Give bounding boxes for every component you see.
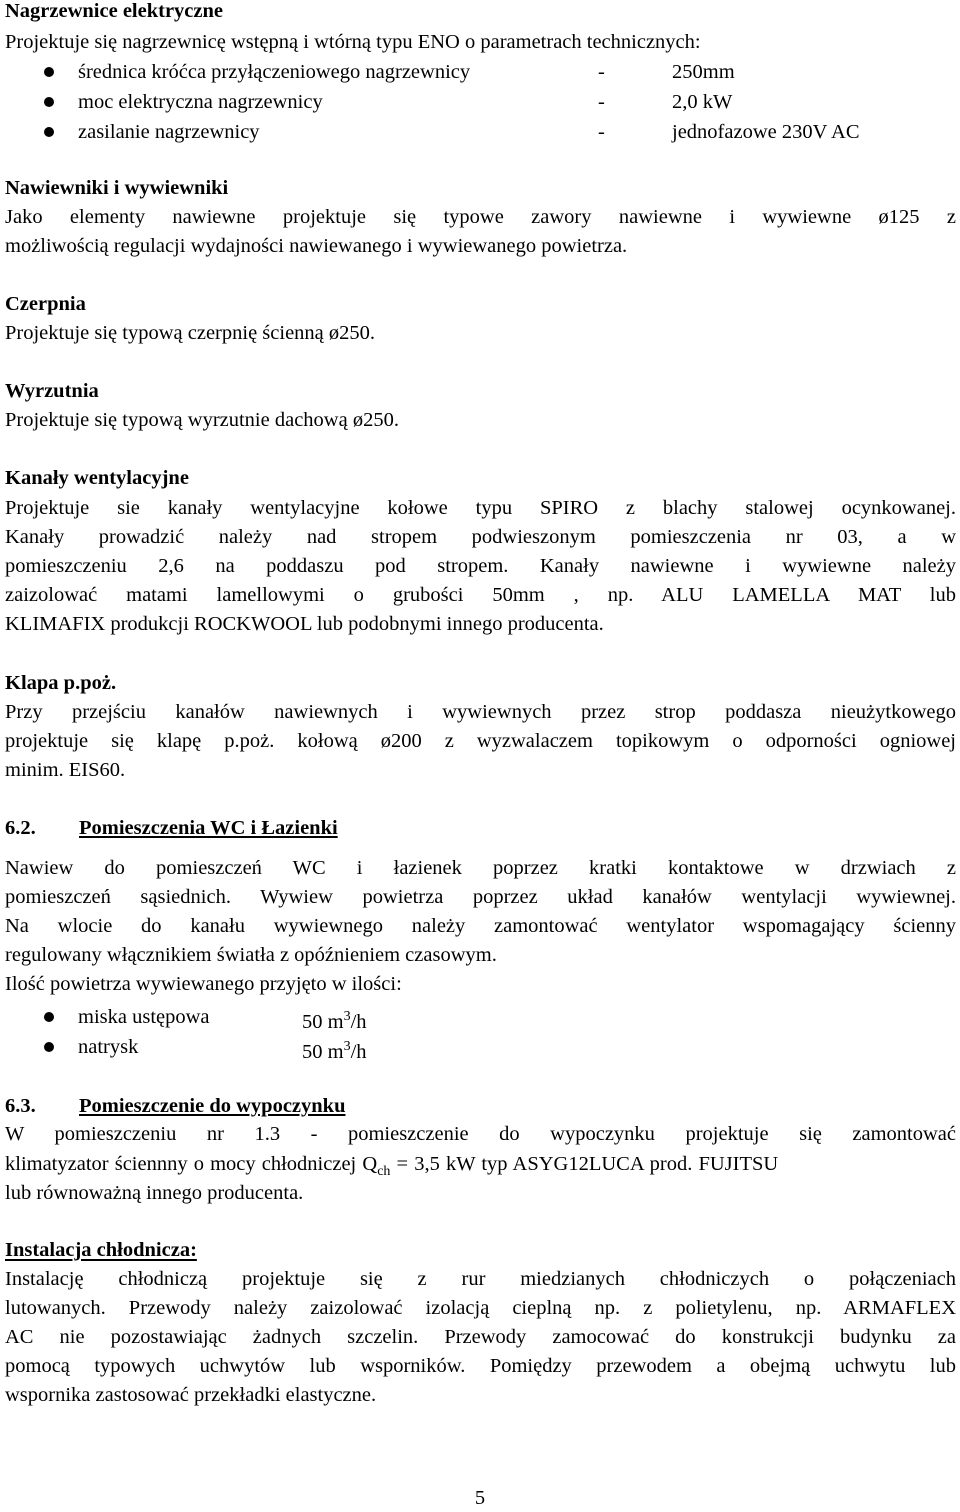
damper-heading: Klapa p.poż. — [5, 672, 117, 694]
vents-line-1: Jako elementy nawiewne projektuje się typowe zawory nawiewne i wywiewne ø125 z — [5, 206, 956, 228]
section-6-2-title: Pomieszczenia WC i Łazienki — [79, 817, 338, 839]
ducts-line-3: pomieszczeniu 2,6 na poddaszu pod stropem. Kanały nawiewne i wywiewne należy — [5, 555, 956, 577]
param-separator: - — [598, 121, 605, 143]
section-6-3-title: Pomieszczenie do wypoczynku — [79, 1095, 346, 1117]
rest-line-3: lub równoważną innego producenta. — [5, 1182, 304, 1204]
airflow-value: 50 $m^3/h$ — [302, 1039, 367, 1063]
wc-line-1: Nawiew do pomieszczeń WC i łazienek poprzez kratki kontaktowe w drzwiach z — [5, 857, 956, 879]
intake-text: Projektuje się typową czerpnię ścienną ø250. — [5, 322, 376, 344]
bullet-icon — [44, 1042, 54, 1052]
heaters-heading: Nagrzewnice elektryczne — [5, 0, 223, 22]
airflow-label: miska ustępowa — [78, 1006, 210, 1028]
exhaust-text: Projektuje się typową wyrzutnie dachową ø250. — [5, 409, 399, 431]
exhaust-heading: Wyrzutnia — [5, 380, 99, 402]
damper-line-1: Przy przejściu kanałów nawiewnych i wywiewnych przez strop poddasza nieużytkowego — [5, 701, 956, 723]
bullet-icon — [44, 1012, 54, 1022]
damper-line-2: projektuje się klapę p.poż. kołową ø200 z wyzwalaczem topikowym o odporności ogniowej — [5, 730, 956, 752]
damper-line-3: minim. EIS60. — [5, 759, 126, 781]
section-6-3-number: 6.3. — [5, 1095, 36, 1117]
wc-line-2: pomieszczeń sąsiednich. Wywiew powietrza poprzez układ kanałów wentylacji wywiewnej. — [5, 886, 956, 908]
page-number: 5 — [474, 1487, 486, 1509]
ducts-heading: Kanały wentylacyjne — [5, 467, 189, 489]
cooling-line-3: AC nie pozostawiając żadnych szczelin. Przewody zamocować do konstrukcji budynku za — [5, 1326, 956, 1348]
bullet-icon — [44, 127, 54, 137]
wc-airflow-intro: Ilość powietrza wywiewanego przyjęto w ilości: — [5, 973, 402, 995]
airflow-label: natrysk — [78, 1036, 139, 1058]
param-label: zasilanie nagrzewnicy — [78, 121, 260, 143]
param-value: 2,0 kW — [672, 91, 733, 113]
cooling-heading: Instalacja chłodnicza: — [5, 1239, 197, 1261]
param-label: średnica króćca przyłączeniowego nagrzewnicy — [78, 61, 471, 83]
wc-line-3: Na wlocie do kanału wywiewnego należy zamontować wentylator wspomagający ścienny — [5, 915, 956, 937]
param-value: 250mm — [672, 61, 735, 83]
ducts-line-4: zaizolować matami lamellowymi o grubości 50mm , np. ALU LAMELLA MAT lub — [5, 584, 956, 606]
cooling-line-4: pomocą typowych uchwytów lub wsporników. Pomiędzy przewodem a obejmą uchwytu lub — [5, 1355, 956, 1377]
ducts-line-2: Kanały prowadzić należy nad stropem podwieszonym pomieszczenia nr 03, a w — [5, 526, 956, 548]
param-value: jednofazowe 230V AC — [672, 121, 860, 143]
ducts-line-5: KLIMAFIX produkcji ROCKWOOL lub podobnymi innego producenta. — [5, 613, 604, 635]
rest-line-2: klimatyzator ściennny o mocy chłodniczej $Q_{ch} = 3,5$ kW typ ASYG12LUCA prod. FUJITSU — [5, 1153, 779, 1179]
bullet-icon — [44, 97, 54, 107]
param-separator: - — [598, 61, 605, 83]
vents-heading: Nawiewniki i wywiewniki — [5, 177, 229, 199]
param-separator: - — [598, 91, 605, 113]
cooling-line-5: wspornika zastosować przekładki elastyczne. — [5, 1384, 377, 1406]
vents-line-2: możliwością regulacji wydajności nawiewanego i wywiewanego powietrza. — [5, 235, 628, 257]
param-label: moc elektryczna nagrzewnicy — [78, 91, 323, 113]
ducts-line-1: Projektuje sie kanały wentylacyjne kołowe typu SPIRO z blachy stalowej ocynkowanej. — [5, 497, 956, 519]
cooling-line-2: lutowanych. Przewody należy zaizolować izolacją cieplną np. z polietylenu, np. ARMAFLEX — [5, 1297, 956, 1319]
section-6-2-number: 6.2. — [5, 817, 36, 839]
airflow-value: 50 $m^3/h$ — [302, 1009, 367, 1033]
cooling-line-1: Instalację chłodniczą projektuje się z rur miedzianych chłodniczych o połączeniach — [5, 1268, 956, 1290]
wc-line-4: regulowany włącznikiem światła z opóźnieniem czasowym. — [5, 944, 497, 966]
rest-line-1: W pomieszczeniu nr 1.3 - pomieszczenie do wypoczynku projektuje się zamontować — [5, 1123, 956, 1145]
intake-heading: Czerpnia — [5, 293, 86, 315]
bullet-icon — [44, 67, 54, 77]
heaters-intro: Projektuje się nagrzewnicę wstępną i wtórną typu ENO o parametrach technicznych: — [5, 31, 701, 53]
